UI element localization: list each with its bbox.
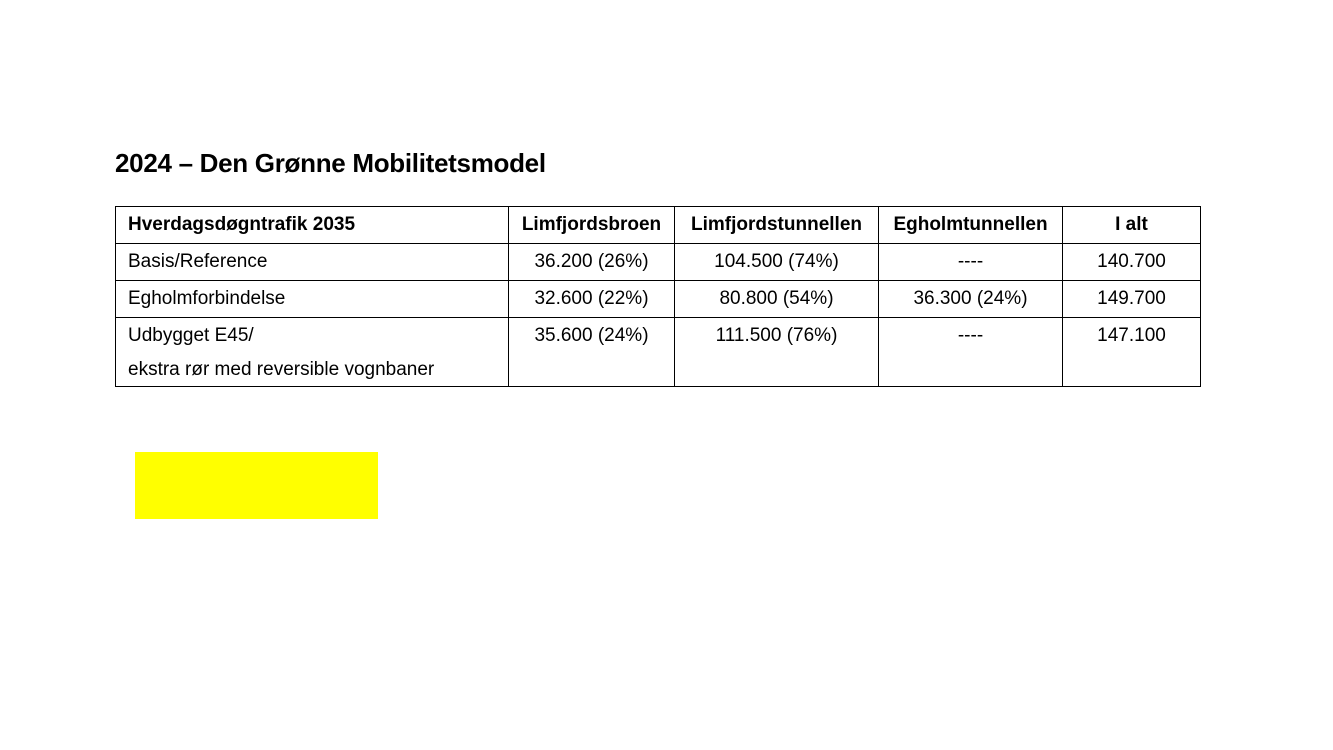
header-total: I alt — [1063, 207, 1201, 244]
table-row — [116, 281, 1201, 318]
header-traffic-2035: Hverdagsdøgntrafik 2035 — [116, 207, 509, 244]
yellow-highlight-box — [135, 452, 378, 519]
row-label-text-continued: ekstra rør med reversible vognbaner — [128, 359, 435, 380]
header-egholmtunnellen: Egholmtunnellen — [879, 207, 1063, 244]
header-limfjordsbroen: Limfjordsbroen — [509, 207, 675, 244]
row-label-text: Egholmforbindelse — [128, 288, 286, 309]
cell-egholmtunnellen: ---- — [879, 318, 1063, 387]
header-limfjordstunnellen: Limfjordstunnellen — [675, 207, 879, 244]
cell-total: 140.700 — [1063, 244, 1201, 281]
cell-total: 147.100 — [1063, 318, 1201, 387]
slide-title: 2024 – Den Grønne Mobilitetsmodel — [115, 148, 546, 178]
cell-limfjordstunnellen: 104.500 (74%) — [675, 244, 879, 281]
row-label-text: Basis/Reference — [128, 251, 268, 272]
cell-limfjordstunnellen: 80.800 (54%) — [675, 281, 879, 318]
row-label — [116, 244, 509, 281]
cell-egholmtunnellen: 36.300 (24%) — [879, 281, 1063, 318]
row-label — [116, 281, 509, 318]
traffic-table — [115, 206, 1201, 387]
table-row — [116, 244, 1201, 281]
row-label-text: Udbygget E45/ — [128, 325, 254, 346]
cell-egholmtunnellen: ---- — [879, 244, 1063, 281]
cell-limfjordsbroen: 36.200 (26%) — [509, 244, 675, 281]
row-label — [116, 318, 509, 387]
cell-total: 149.700 — [1063, 281, 1201, 318]
cell-limfjordstunnellen: 111.500 (76%) — [675, 318, 879, 387]
table-header-row — [116, 207, 1201, 244]
cell-limfjordsbroen: 32.600 (22%) — [509, 281, 675, 318]
cell-limfjordsbroen: 35.600 (24%) — [509, 318, 675, 387]
table-row — [116, 318, 1201, 387]
